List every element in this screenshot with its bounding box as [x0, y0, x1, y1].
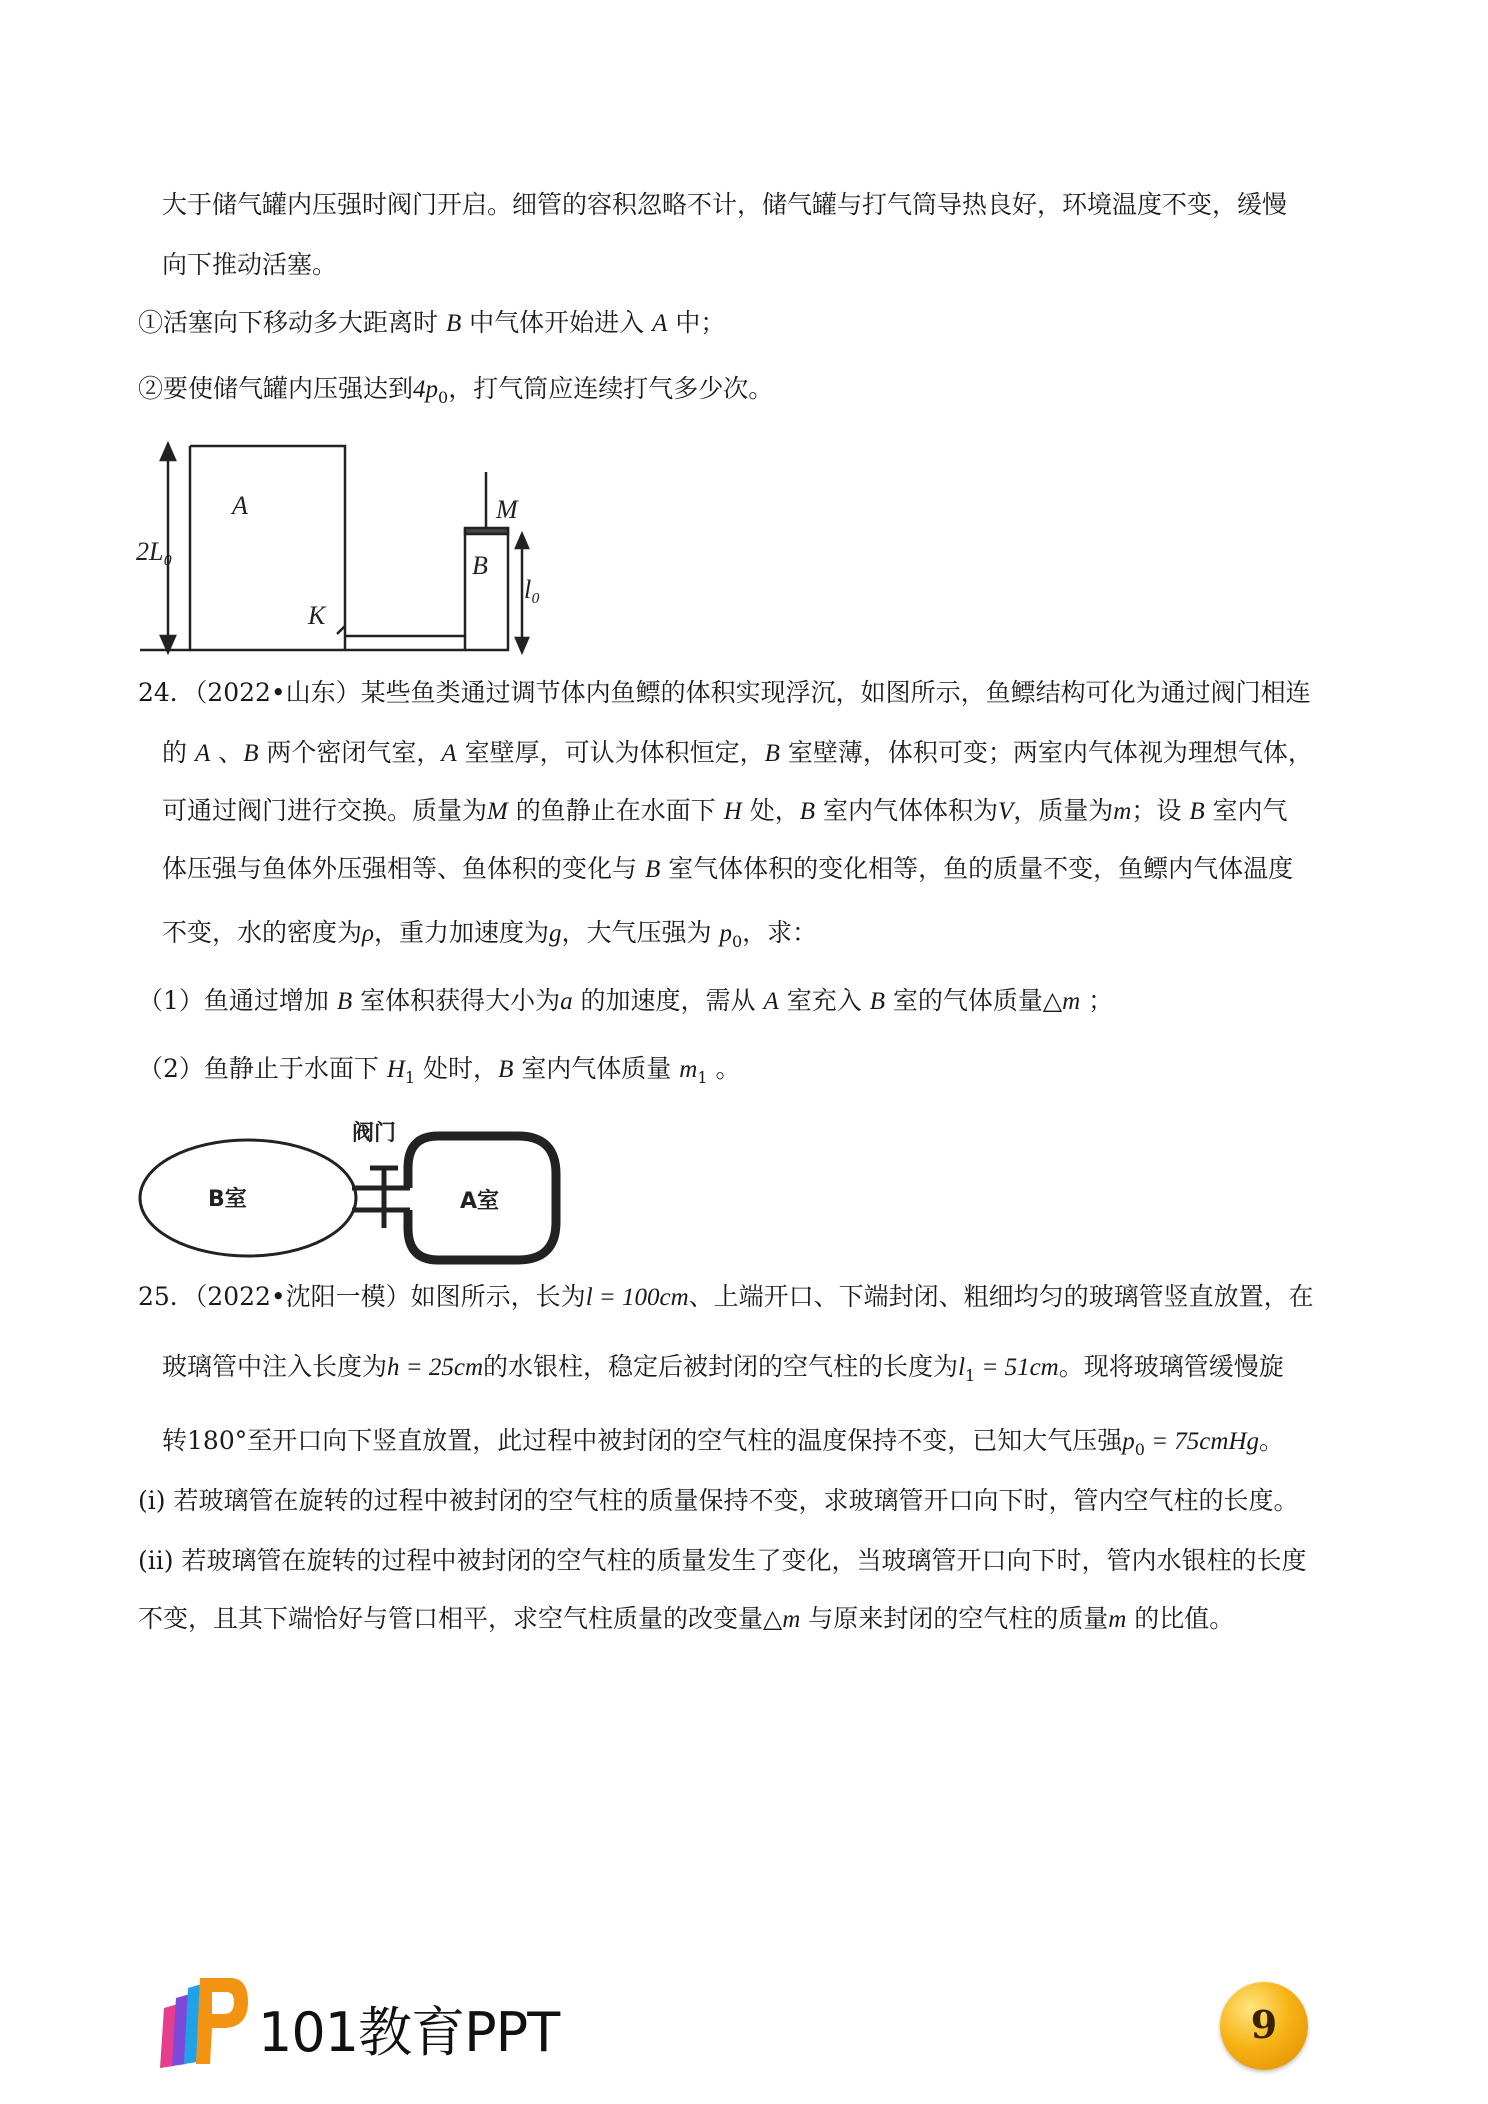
tank-pump-figure — [136, 438, 580, 658]
q25-part-ii-line2: 不变，且其下端恰好与管口相平，求空气柱质量的改变量△m 与原来封闭的空气柱的质量m 的比值。 — [138, 1604, 1235, 1633]
q23-subquestion-2: ②要使储气罐内压强达到$4p_0$，打气筒应连续打气多少次。 — [138, 374, 774, 407]
fig-label-A: A — [232, 491, 248, 520]
q23-subquestion-1: ①活塞向下移动多大距离时 B 中气体开始进入 A 中； — [138, 308, 726, 337]
fig-label-K: K — [308, 601, 326, 630]
q24-line2: 的 A 、B 两个密闭气室，A 室壁厚，可认为体积恒定，B 室壁薄，体积可变；两室内气体视为理想气体， — [162, 738, 1313, 767]
q24-part2: （2）鱼静止于水面下 $H_1$ 处时，B 室内气体质量 $m_1$ 。 — [138, 1054, 741, 1087]
valve-label: 阀门 — [352, 1121, 397, 1146]
q25-line3: 转180°至开口向下竖直放置，此过程中被封闭的空气柱的温度保持不变，已知大气压强$p_0$ = 75cmHg。 — [162, 1426, 1285, 1459]
fig-label-l0: l₀ — [524, 575, 541, 604]
q23-line1: 大于储气罐内压强时阀门开启。细管的容积忽略不计，储气罐与打气筒导热良好，环境温度不变，缓慢 — [162, 190, 1288, 219]
q23-line2: 向下推动活塞。 — [162, 250, 338, 279]
q25-part-i: (i) 若玻璃管在旋转的过程中被封闭的空气柱的质量保持不变，求玻璃管开口向下时，管内空气柱的长度。 — [138, 1486, 1299, 1515]
fig-label-M: M — [496, 495, 518, 524]
q25-line1: 25．（2022•沈阳一模）如图所示，长为l = 100cm、上端开口、下端封闭、粗细均匀的玻璃管竖直放置，在 — [138, 1282, 1314, 1311]
fig-label-B: B — [472, 551, 488, 580]
fish-bladder-figure — [138, 1106, 568, 1266]
q24-line5: 不变，水的密度为ρ，重力加速度为g，大气压强为 $p_0$，求： — [162, 918, 818, 951]
q24-part1: （1）鱼通过增加 B 室体积获得大小为a 的加速度，需从 A 室充入 B 室的气体质量△m ； — [138, 986, 1114, 1015]
q24-line1: 24．（2022•山东）某些鱼类通过调节体内鱼鳔的体积实现浮沉，如图所示，鱼鳔结构可化为通过阀门相连 — [138, 678, 1311, 707]
page-number-badge — [1220, 1982, 1308, 2070]
q25-line2: 玻璃管中注入长度为h = 25cm的水银柱，稳定后被封闭的空气柱的长度为$l_1 = 51cm$。现将玻璃管缓慢旋 — [162, 1352, 1284, 1385]
room-b-label: B室 — [208, 1187, 247, 1212]
fig-label-2L0: 2L₀ — [136, 537, 173, 566]
page-number: 9 — [1250, 2002, 1278, 2047]
q24-line4: 体压强与鱼体外压强相等、鱼体积的变化与 B 室气体体积的变化相等，鱼的质量不变，鱼鳔内气体温度 — [162, 854, 1294, 883]
q24-line3: 可通过阀门进行交换。质量为M 的鱼静止在水面下 H 处，B 室内气体体积为V，质量为m；设 B 室内气 — [162, 796, 1288, 825]
logo-text: 101教育PPT — [258, 2001, 560, 2064]
logo-icon — [150, 1968, 250, 2074]
room-a-label: A室 — [460, 1189, 500, 1214]
q25-part-ii-line1: (ii) 若玻璃管在旋转的过程中被封闭的空气柱的质量发生了变化，当玻璃管开口向下时，管内水银柱的长度 — [138, 1546, 1307, 1575]
